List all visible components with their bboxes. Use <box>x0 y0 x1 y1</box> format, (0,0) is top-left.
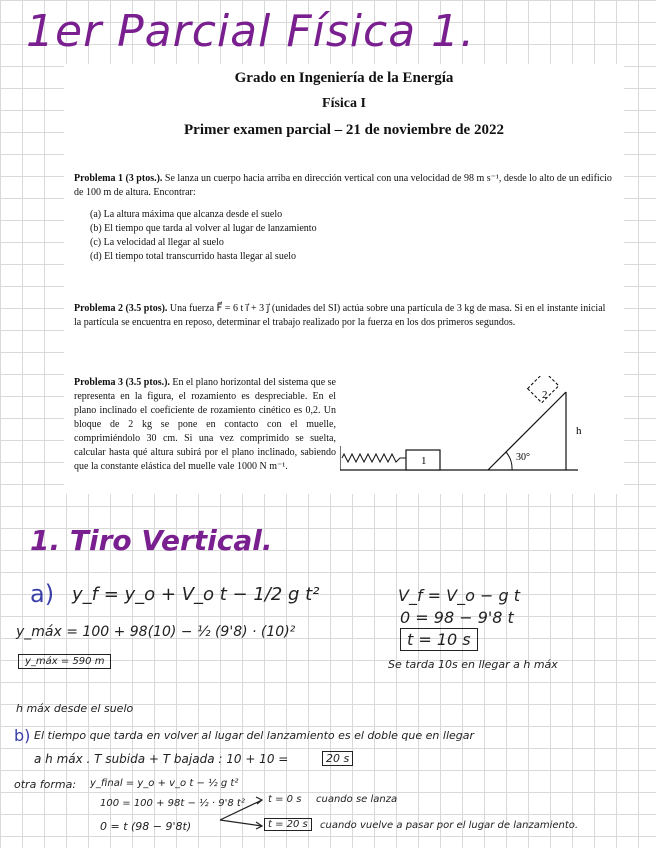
eq-ymax: y_máx = 100 + 98(10) − ½ (9'8) · (10)² <box>16 624 296 640</box>
spring <box>342 454 406 462</box>
exam-sheet <box>64 64 624 494</box>
exam-title: Primer examen parcial – 21 de noviembre de 2022 <box>184 122 504 138</box>
eq-zero: 0 = 98 − 9'8 t <box>400 608 514 627</box>
problem-3-heading: Problema 3 (3.5 ptos.). <box>74 377 170 388</box>
problem-1-text: Se lanza un cuerpo hacia arriba en dirección vertical con una velocidad de 98 m s⁻¹, desde lo alto de un edificio de 100 m de altura. Encontrar: <box>74 173 612 198</box>
eq-position: y_f = y_o + V_o t − 1/2 g t² <box>72 584 320 605</box>
section-title: 1. Tiro Vertical. <box>30 524 273 557</box>
branch-arrows <box>218 792 268 832</box>
eq-velocity: V_f = V_o − g t <box>398 586 520 605</box>
handwritten-title: 1er Parcial Física 1. <box>26 6 476 57</box>
problem-2 <box>74 302 614 330</box>
part-a-label: a) <box>30 580 55 608</box>
b-line-1: El tiempo que tarda en volver al lugar del lanzamiento es el doble que en llegar <box>34 729 475 742</box>
block-2-label: 2 <box>542 389 548 401</box>
problem-1-item-c: (c) La velocidad al llegar al suelo <box>90 237 224 248</box>
t-note: Se tarda 10s en llegar a h máx <box>388 658 558 671</box>
other-eq-2: 100 = 100 + 98t − ½ · 9'8 t² <box>100 798 245 809</box>
problem-1-item-a: (a) La altura máxima que alcanza desde el suelo <box>90 209 283 220</box>
other-eq-1: y_final = y_o + v_o t − ½ g t² <box>90 778 239 789</box>
incline-spring-figure <box>340 376 600 484</box>
solution-2-note: cuando vuelve a pasar por el lugar de lanzamiento. <box>320 820 579 831</box>
height-label: h <box>576 425 582 437</box>
part-b-label: b) <box>14 726 31 745</box>
solution-1: t = 0 s <box>268 794 302 805</box>
problem-3 <box>74 376 336 474</box>
problem-3-text: En el plano horizontal del sistema que se representa en la figura, el rozamiento es despreciable. En el plano inclinado el coeficiente de rozamiento cinético es 0,2. Un bloque de 2 kg se pone en contacto con el muelle, comprimiéndolo 30 cm. Si una vez comprimido se suelta, calcular hasta qué altura subirá por el plano inclinado, sabiendo que la constante elástica del muelle vale 1000 N m⁻¹. <box>74 377 336 472</box>
b-result: 20 s <box>322 751 353 766</box>
solution-1-note: cuando se lanza <box>316 794 398 805</box>
b-line-2: a h máx . T subida + T bajada : 10 + 10 = <box>34 752 289 766</box>
solution-2: t = 20 s <box>264 818 312 831</box>
problem-1 <box>74 172 614 264</box>
problem-1-item-b: (b) El tiempo que tarda al volver al lugar de lanzamiento <box>90 223 317 234</box>
problem-2-heading: Problema 2 (3.5 ptos). <box>74 303 168 314</box>
block-1-label: 1 <box>421 455 427 467</box>
angle-label: 30° <box>516 452 530 463</box>
problem-1-item-d: (d) El tiempo total transcurrido hasta llegar al suelo <box>90 251 297 262</box>
other-label: otra forma: <box>14 778 77 791</box>
exam-subject: Física I <box>322 96 366 111</box>
h-note: h máx desde el suelo <box>16 702 134 715</box>
ymax-result: y_máx = 590 m <box>18 654 111 669</box>
problem-2-text: Una fuerza F⃗ = 6 t i⃗ + 3 j⃗ (unidades del SI) actúa sobre una partícula de 3 kg de masa. Si en el instante inicial la partícula se encuentra en reposo, determinar el trabajo realizado por la fuerza en los dos primeros segundos. <box>74 303 606 328</box>
other-eq-3: 0 = t (98 − 9'8t) <box>100 820 192 833</box>
exam-degree: Grado en Ingeniería de la Energía <box>234 70 454 86</box>
t-result: t = 10 s <box>400 628 478 651</box>
problem-1-heading: Problema 1 (3 ptos.). <box>74 173 163 184</box>
